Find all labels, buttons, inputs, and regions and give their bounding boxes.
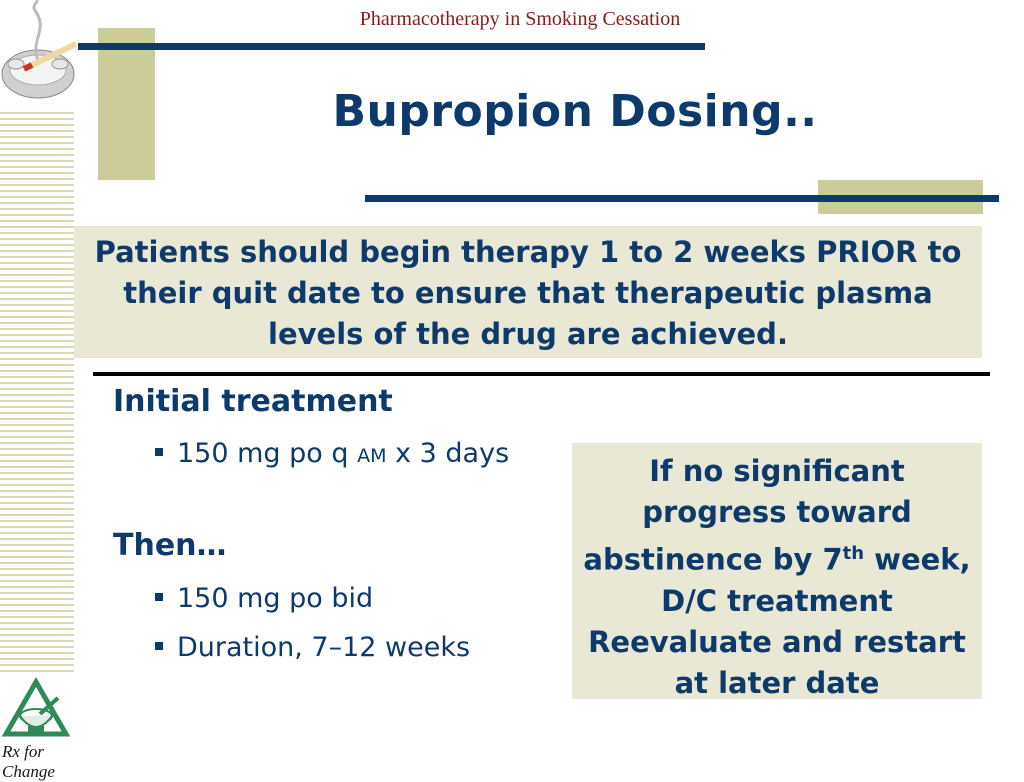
ashtray-cigarette-icon (0, 0, 80, 108)
duration-text: Duration, 7–12 weeks (177, 632, 471, 663)
reevaluation-note (572, 443, 982, 699)
bullet-square-icon (155, 448, 163, 456)
top-divider (78, 43, 705, 50)
rx-for-change-logo (0, 676, 100, 781)
bullet-square-icon (155, 593, 163, 601)
reevaluation-line2: week, D/C treatment (661, 542, 971, 618)
reevaluation-line1: If no significant progress toward abstinence by 7 (583, 454, 912, 577)
then-heading: Then… (113, 528, 227, 563)
content-divider (93, 372, 990, 376)
dose-text: 150 mg po bid (177, 583, 374, 614)
olive-accent-block (98, 28, 155, 180)
list-item (155, 632, 470, 663)
slide-title: Bupropion Dosing.. (332, 86, 818, 137)
logo-text: Rx for Change (2, 742, 55, 781)
left-stripe-decoration (0, 0, 74, 768)
list-item (155, 438, 509, 469)
dose-prefix: 150 mg po q (177, 438, 358, 469)
bullet-square-icon (155, 642, 163, 650)
initial-treatment-heading: Initial treatment (113, 384, 393, 419)
dose-suffix: x 3 days (386, 438, 510, 469)
ordinal-suffix: th (842, 543, 865, 564)
therapy-timing-note: Patients should begin therapy 1 to 2 weeks PRIOR to their quit date to ensure that therapeutic plasma levels of the drug are achieved. (74, 226, 982, 358)
title-underline (365, 195, 999, 202)
list-item (155, 583, 373, 614)
presentation-subtitle: Pharmacotherapy in Smoking Cessation (359, 8, 681, 30)
dose-time: AM (357, 445, 387, 467)
reevaluation-line3: Reevaluate and restart at later date (588, 624, 966, 700)
